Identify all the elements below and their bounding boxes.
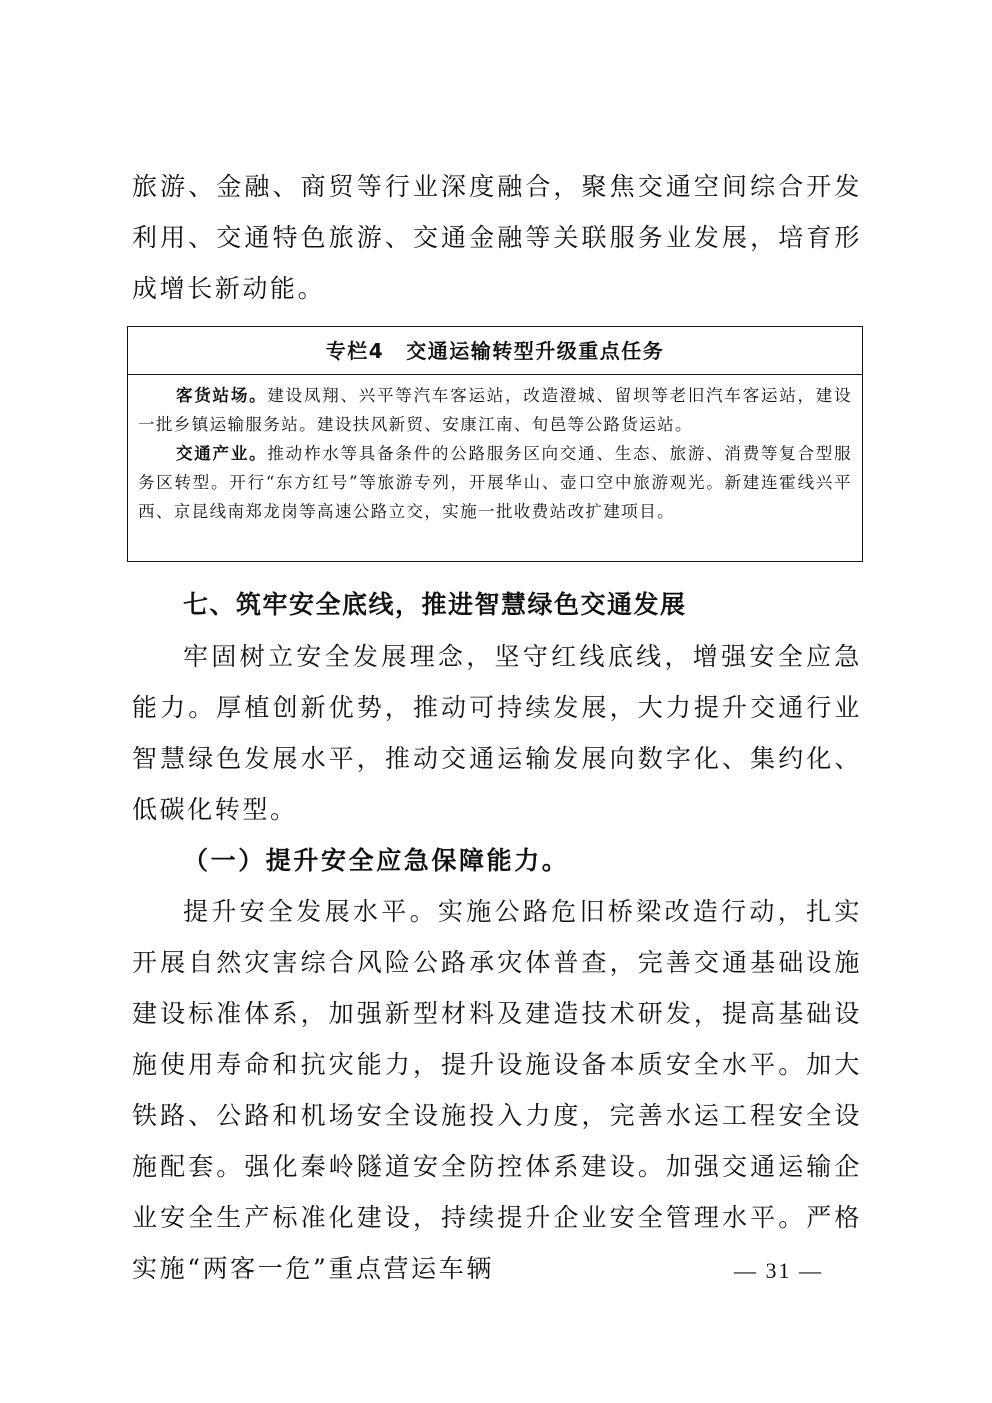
column-box-body (128, 375, 862, 526)
page-number: — 31 — (734, 1258, 823, 1283)
column-box-item-lead: 交通产业。 (176, 444, 268, 463)
column-box-title (128, 327, 862, 375)
column-box-item-lead: 客货站场。 (176, 386, 268, 405)
subsection-heading: （一）提升安全应急保障能力。 (183, 846, 570, 875)
column-box-item-text: 推动柞水等具备条件的公路服务区向交通、生态、旅游、消费等复合型服务区转型。开行“东方红号”等旅游专列，开展华山、壶口空中旅游观光。新建连霍线兴平西、京昆线南郑龙岗等高速公路立交，实施一批收费站改扩建项目。 (138, 444, 852, 521)
column-box-item-text: 建设凤翔、兴平等汽车客运站，改造澄城、留坝等老旧汽车客运站，建设一批乡镇运输服务站。建设扶风新贸、安康江南、旬邑等公路货运站。 (138, 386, 852, 434)
section-heading: 七、筑牢安全底线，推进智慧绿色交通发展 (183, 590, 687, 619)
column-box-number: 专栏4 (325, 339, 385, 363)
column-box (127, 326, 863, 562)
column-box-item (138, 439, 852, 526)
section-paragraph: 牢固树立安全发展理念，坚守红线底线，增强安全应急能力。厚植创新优势，推动可持续发展，大力提升交通行业智慧绿色发展水平，推动交通运输发展向数字化、集约化、低碳化转型。 (132, 642, 862, 824)
column-box-heading: 交通运输转型升级重点任务 (406, 339, 665, 363)
intro-paragraph: 旅游、金融、商贸等行业深度融合，聚焦交通空间综合开发利用、交通特色旅游、交通金融等关联服务业发展，培育形成增长新动能。 (132, 172, 862, 303)
subsection-paragraph: 提升安全发展水平。实施公路危旧桥梁改造行动，扎实开展自然灾害综合风险公路承灾体普查，完善交通基础设施建设标准体系，加强新型材料及建造技术研发，提高基础设施使用寿命和抗灾能力，提升设施设备本质安全水平。加大铁路、公路和机场安全设施投入力度，完善水运工程安全设施配套。强化秦岭隧道安全防控体系建设。加强交通运输企业安全生产标准化建设，持续提升企业安全管理水平。严格实施“两客一危”重点营运车辆 (132, 897, 862, 1283)
column-box-item (138, 381, 852, 439)
